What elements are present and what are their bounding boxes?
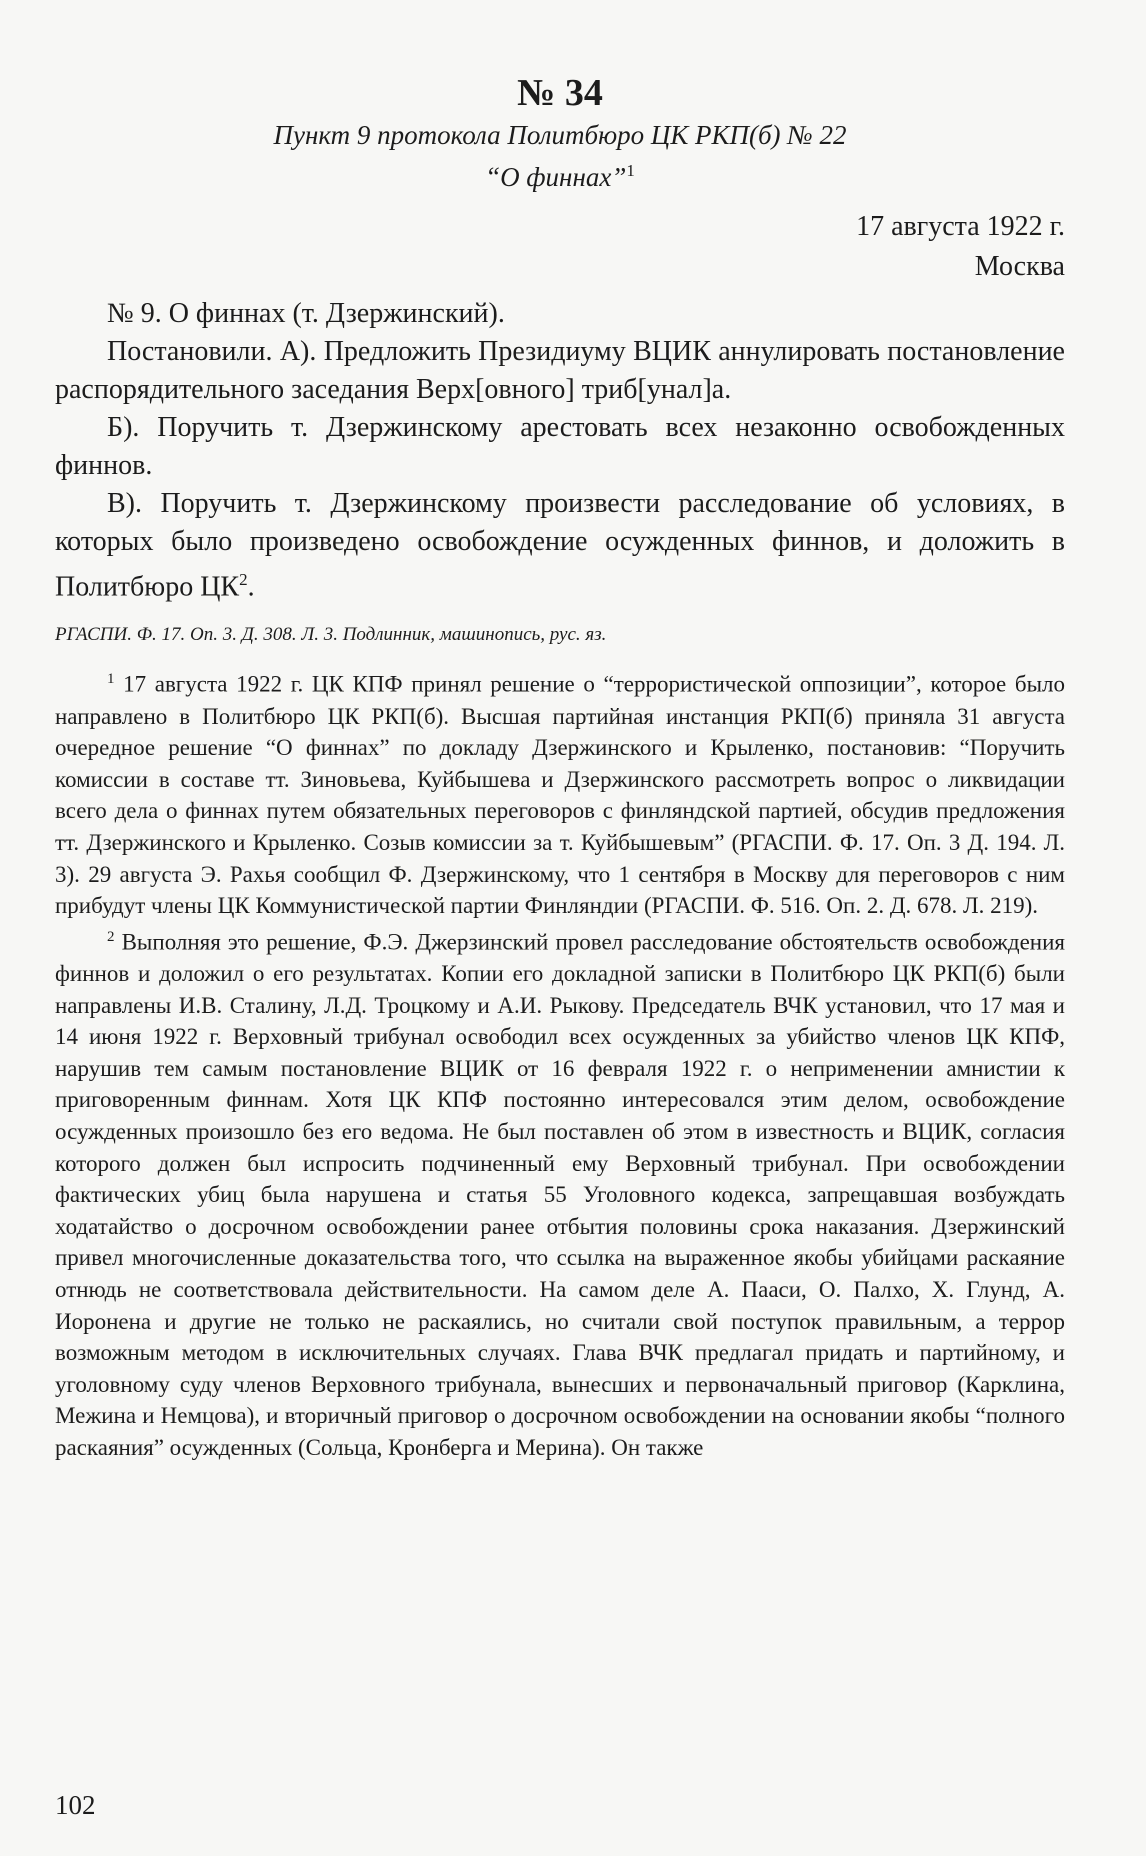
resolution-a: Постановили. А). Предложить Президиуму ВЦИК аннулировать постановление распорядительного заседания Верх[овного] триб[унал]а. — [55, 336, 1065, 405]
footnote-text: Выполняя это решение, Ф.Э. Джерзинский провел расследование обстоятельств освобождения финнов и доложил о его результатах. Копии его докладной записки в Политбюро ЦК РКП(б) были направлены И.В. Сталину, Л.Д. Троцкому и А.И. Рыкову. Председатель ВЧК установил, что 17 мая и 14 июня 1922 г. Верховный трибунал освободил всех осужденных за убийство членов ЦК КПФ, нарушив тем самым постановление ВЦИК от 16 февраля 1922 г. о неприменении амнистии к приговоренным финнам. Хотя ЦК КПФ постоянно интересовался этим делом, освобождение осужденных произошло без его ведома. Не был поставлен об этом в известность и ВЦИК, согласия которого должен был испросить подчиненный ему Верховный трибунал. При освобождении фактических убиц была нарушена и статья 55 Уголовного кодекса, запрещавшая возбуждать ходатайство о досрочном освобождении ранее отбытия половины срока наказания. Дзержинский привел многочисленные доказательства того, что ссылка на выраженное якобы убийцами раскаяние отнюдь не соответствовала действительности. На самом деле А. Пааси, О. Палхо, Х. Глунд, А. Иоронена и другие не только не раскаялись, но считали свой поступок правильным, а террор возможным методом в исключительных случаях. Глава ВЧК предлагал придать и партийному, и уголовному суду членов Верховного трибунала, вынесших и первоначальный приговор (Карклина, Межина и Немцова), и вторичный приговор о досрочном освобождении на основании якобы “полного раскаяния” осужденных (Сольца, Кронберга и Мерина). Он также — [55, 929, 1065, 1460]
resolution-c-text: В). Поручить т. Дзержинскому произвести расследование об условиях, в которых было произведено освобождение осужденных финнов, и доложить в Политбюро ЦК — [55, 488, 1065, 603]
footnotes — [55, 664, 1065, 1463]
agenda-item: № 9. О финнах (т. Дзержинский). — [107, 298, 505, 329]
resolution-c-footnote-mark: 2 — [239, 570, 248, 589]
title-footnote-mark: 1 — [626, 161, 635, 180]
resolution-b: Б). Поручить т. Дзержинскому арестовать всех незаконно освобожденных финнов. — [55, 412, 1065, 481]
title-line-2: “О финнах” — [485, 162, 627, 192]
footnote — [55, 664, 1065, 921]
resolution-c-end: . — [247, 571, 255, 603]
title-line-1: Пункт 9 протокола Политбюро ЦК РКП(б) № 22 — [273, 120, 847, 150]
document-page — [55, 70, 1065, 1463]
footnote — [55, 922, 1065, 1464]
footnote-mark: 2 — [107, 928, 115, 945]
date-place-block — [55, 207, 1065, 287]
resolution-text — [55, 295, 1065, 606]
document-date: 17 августа 1922 г. — [856, 211, 1065, 242]
archive-source: РГАСПИ. Ф. 17. Оп. 3. Д. 308. Л. 3. Подлинник, машинопись, рус. яз. — [55, 624, 607, 646]
document-place: Москва — [974, 251, 1065, 282]
document-title — [55, 118, 1065, 195]
footnote-text: 17 августа 1922 г. ЦК КПФ принял решение о “террористической оппозиции”, которое было направлено в Политбюро ЦК РКП(б). Высшая партийная инстанция РКП(б) приняла 31 августа очередное решение “О финнах” по докладу Дзержинского и Крыленко, постановив: “Поручить комиссии в составе тт. Зиновьева, Куйбышева и Дзержинского рассмотреть вопрос о ликвидации всего дела о финнах путем обязательных переговоров с финляндской партией, обсудив предложения тт. Дзержинского и Крыленко. Созыв комиссии за т. Куйбышевым” (РГАСПИ. Ф. 17. Оп. 3 Д. 194. Л. 3). 29 августа Э. Рахья сообщил Ф. Дзержинскому, что 1 сентября в Москву для переговоров с ним прибудут члены ЦК Коммунистической партии Финляндии (РГАСПИ. Ф. 516. Оп. 2. Д. 678. Л. 219). — [55, 671, 1066, 919]
footnote-mark: 1 — [107, 671, 115, 688]
page-number: 102 — [55, 1790, 96, 1820]
document-number: № 34 — [517, 72, 603, 114]
resolution-c — [55, 485, 1065, 606]
